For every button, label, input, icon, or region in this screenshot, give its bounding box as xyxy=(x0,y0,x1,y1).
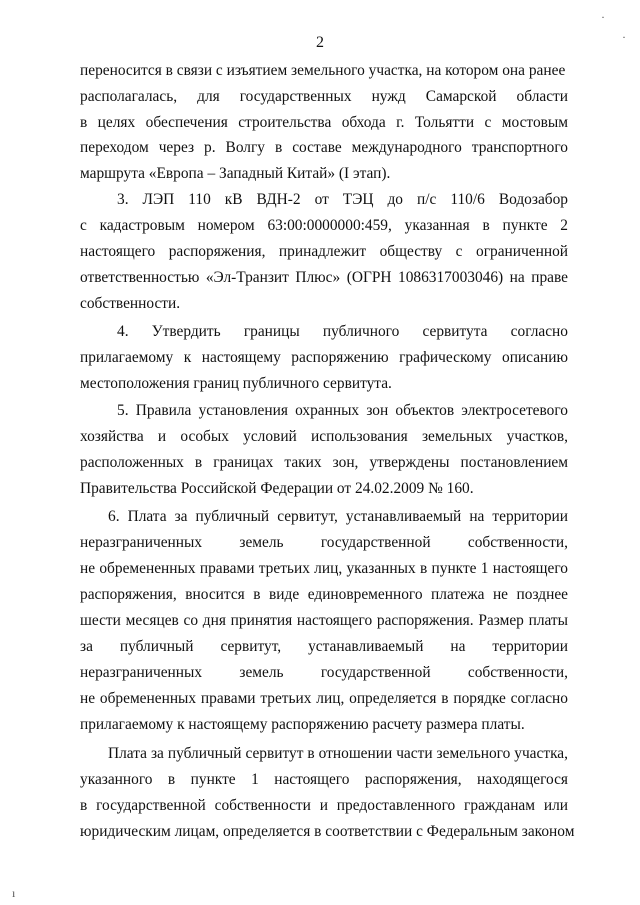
text-line: Плата за публичный сервитут в отношении части земельного участка, xyxy=(108,745,568,762)
text-line: неразграниченных земель государственной собственности, xyxy=(80,664,568,681)
text-line: Правительства Российской Федерации от 24.02.2009 № 160. xyxy=(80,480,474,497)
scan-speck: · xyxy=(622,30,626,44)
scan-speck: ı xyxy=(12,886,16,900)
text-line: ответственностью «Эл-Транзит Плюс» (ОГРН 1086317003046) на праве xyxy=(80,269,568,286)
text-line: шести месяцев со дня принятия настоящего распоряжения. Размер платы xyxy=(80,612,568,629)
text-line: за публичный сервитут, устанавливаемый на территории xyxy=(80,638,568,655)
page-number: 2 xyxy=(316,34,324,51)
text-line: настоящего распоряжения, принадлежит обществу с ограниченной xyxy=(80,243,568,260)
text-line: юридическим лицам, определяется в соответствии с Федеральным законом xyxy=(80,823,575,840)
text-line: переносится в связи с изъятием земельного участка, на котором она ранее xyxy=(80,62,566,79)
text-line: 3. ЛЭП 110 кВ ВДН-2 от ТЭЦ до п/с 110/6 Водозабор xyxy=(117,191,568,208)
text-line: располагалась, для государственных нужд Самарской области xyxy=(80,88,568,105)
text-line: 4. Утвердить границы публичного сервитута согласно xyxy=(117,323,568,340)
text-line: не обремененных правами третьих лиц, указанных в пункте 1 настоящего xyxy=(80,560,568,577)
text-line: не обремененных правами третьих лиц, определяется в порядке согласно xyxy=(80,690,568,707)
scan-speck: · xyxy=(601,10,605,24)
text-line: распоряжения, вносится в виде единовременного платежа не позднее xyxy=(80,586,568,603)
text-line: прилагаемому к настоящему распоряжению расчету размера платы. xyxy=(80,716,525,733)
text-line: с кадастровым номером 63:00:0000000:459, указанная в пункте 2 xyxy=(80,217,568,234)
text-line: 5. Правила установления охранных зон объектов электросетевого xyxy=(117,402,568,419)
text-line: маршрута «Европа – Западный Китай» (I этап). xyxy=(80,165,391,182)
text-line: расположенных в границах таких зон, утверждены постановлением xyxy=(80,454,568,471)
text-line: в целях обеспечения строительства обхода г. Тольятти с мостовым xyxy=(80,114,568,131)
text-line: прилагаемому к настоящему распоряжению графическому описанию xyxy=(80,349,568,366)
text-line: в государственной собственности и предоставленного гражданам или xyxy=(80,797,568,814)
text-line: собственности. xyxy=(80,295,181,312)
text-line: неразграниченных земель государственной собственности, xyxy=(80,534,568,551)
text-line: местоположения границ публичного сервитута. xyxy=(80,375,392,392)
text-line: хозяйства и особых условий использования земельных участков, xyxy=(80,428,568,445)
text-line: 6. Плата за публичный сервитут, устанавливаемый на территории xyxy=(108,508,568,525)
text-line: указанного в пункте 1 настоящего распоряжения, находящегося xyxy=(80,771,568,788)
text-line: переходом через р. Волгу в составе международного транспортного xyxy=(80,139,568,156)
